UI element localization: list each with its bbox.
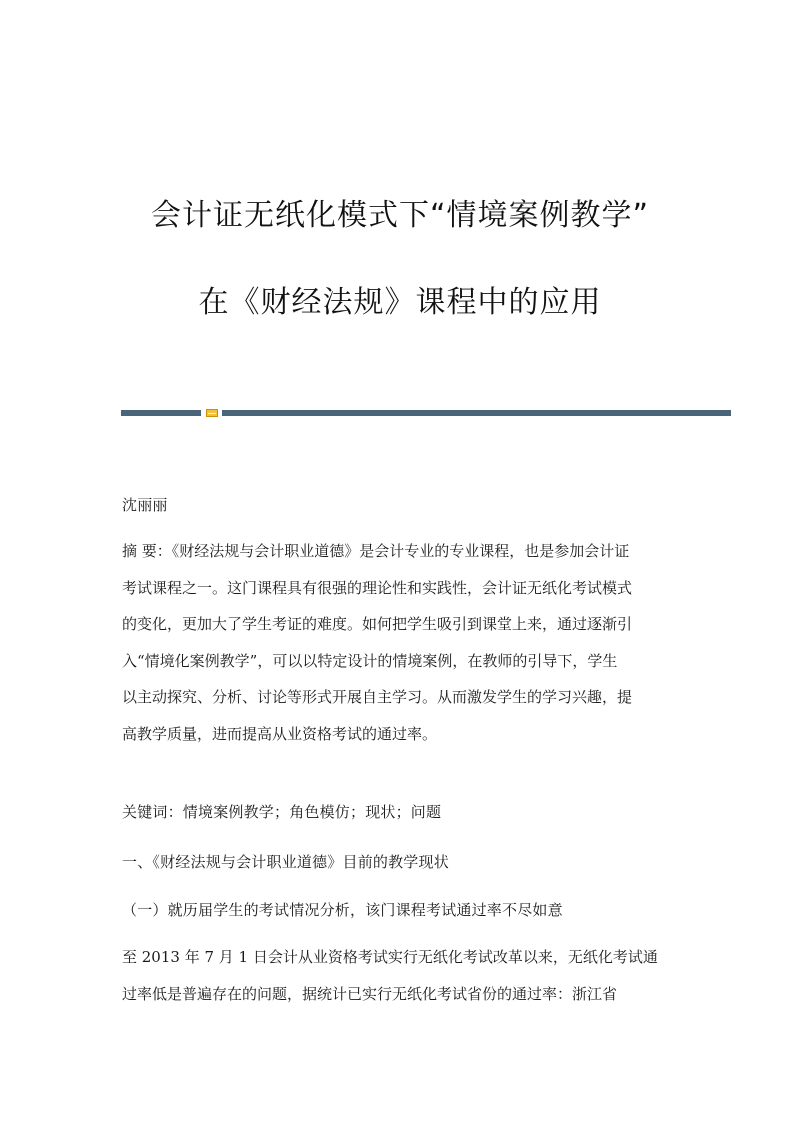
keywords-line: 关键词：情境案例教学；角色模仿；现状；问题 bbox=[122, 803, 442, 821]
section-heading: 一、《财经法规与会计职业道德》目前的教学现状 bbox=[122, 853, 449, 871]
abstract-line: 入“情境化案例教学”，可以以特定设计的情境案例，在教师的引导下，学生 bbox=[122, 651, 618, 670]
abstract-line: 高教学质量，进而提高从业资格考试的通过率。 bbox=[122, 724, 438, 743]
title-divider bbox=[121, 409, 731, 417]
author-name: 沈丽丽 bbox=[122, 496, 168, 514]
document-title-line-1: 会计证无纸化模式下“情境案例教学” bbox=[150, 198, 650, 233]
body-paragraph bbox=[122, 939, 682, 1012]
body-line: 至 2013 年 7 月 1 日会计从业资格考试实行无纸化考试改革以来，无纸化考试通 bbox=[122, 948, 658, 966]
abstract-line: 摘 要：《财经法规与会计职业道德》是会计专业的专业课程，也是参加会计证 bbox=[122, 542, 630, 560]
abstract-line: 以主动探究、分析、讨论等形式开展自主学习。从而激发学生的学习兴趣，提 bbox=[122, 688, 633, 706]
divider-bar-left bbox=[121, 410, 201, 416]
divider-bar-right bbox=[222, 410, 731, 416]
document-title-line-2: 在《财经法规》课程中的应用 bbox=[198, 285, 602, 320]
abstract-line: 的变化，更加大了学生考证的难度。如何把学生吸引到课堂上来，通过逐渐引 bbox=[122, 615, 633, 633]
abstract-line: 考试课程之一。这门课程具有很强的理论性和实践性，会计证无纸化考试模式 bbox=[122, 578, 633, 597]
subsection-heading: （一）就历届学生的考试情况分析，该门课程考试通过率不尽如意 bbox=[122, 901, 563, 919]
abstract-paragraph bbox=[122, 533, 682, 752]
divider-emblem-icon bbox=[206, 409, 218, 417]
body-line: 过率低是普遍存在的问题，据统计已实行无纸化考试省份的通过率：浙江省 bbox=[122, 984, 618, 1003]
